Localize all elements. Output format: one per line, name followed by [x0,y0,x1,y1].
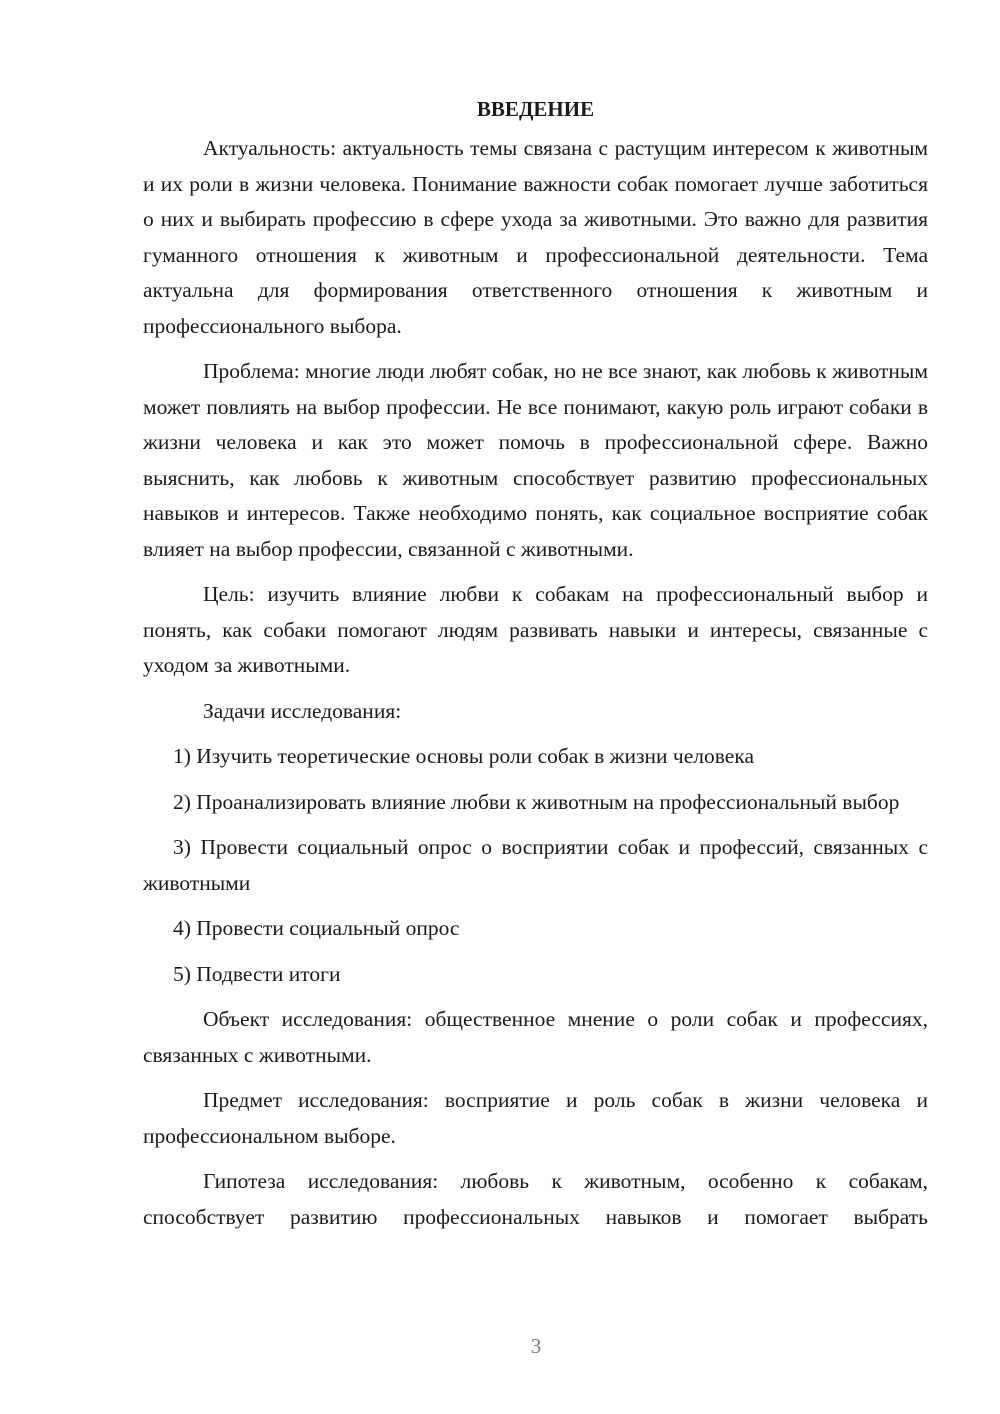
hypothesis-paragraph: Гипотеза исследования: любовь к животным, особенно к собакам, способствует развитию профессиональных навыков и помогает выбрать [143,1169,928,1229]
object-paragraph: Объект исследования: общественное мнение о роли собак и профессиях, связанных с животными. [143,1007,928,1067]
page-number: 3 [530,1334,542,1358]
relevance-paragraph: Актуальность: актуальность темы связана с растущим интересом к животным и их роли в жизни человека. Понимание важности собак помогает лучше заботиться о них и выбирать профессию в сфере ухода за животными. Это важно для развития гуманного отношения к животным и профессиональной деятельности. Тема актуальна для формирования ответственного отношения к животным и профессионального выбора. [143,136,928,338]
task-item-1: 1) Изучить теоретические основы роли собак в жизни человека [173,744,754,768]
task-item-4: 4) Провести социальный опрос [173,916,460,940]
task-item-5: 5) Подвести итоги [173,961,341,986]
goal-paragraph: Цель: изучить влияние любви к собакам на профессиональный выбор и понять, как собаки помогают людям развивать навыки и интересы, связанные с уходом за животными. [143,582,928,677]
tasks-heading: Задачи исследования: [203,698,402,723]
problem-paragraph: Проблема: многие люди любят собак, но не все знают, как любовь к животным может повлиять на выбор профессии. Не все понимают, какую роль играют собаки в жизни человека и как это может помочь в профессиональной сфере. Важно выяснить, как любовь к животным способствует развитию профессиональных навыков и интересов. Также необходимо понять, как социальное восприятие собак влияет на выбор профессии, связанной с животными. [143,359,928,561]
task-item-2: 2) Проанализировать влияние любви к животным на профессиональный выбор [173,789,900,814]
tasks-list [143,739,928,992]
document-page [143,92,928,1235]
subject-paragraph: Предмет исследования: восприятие и роль собак в жизни человека и профессиональном выборе. [143,1088,928,1148]
section-title: ВВЕДЕНИЕ [476,97,595,121]
task-item-3: 3) Провести социальный опрос о восприятии собак и профессий, связанных с животными [143,835,928,895]
